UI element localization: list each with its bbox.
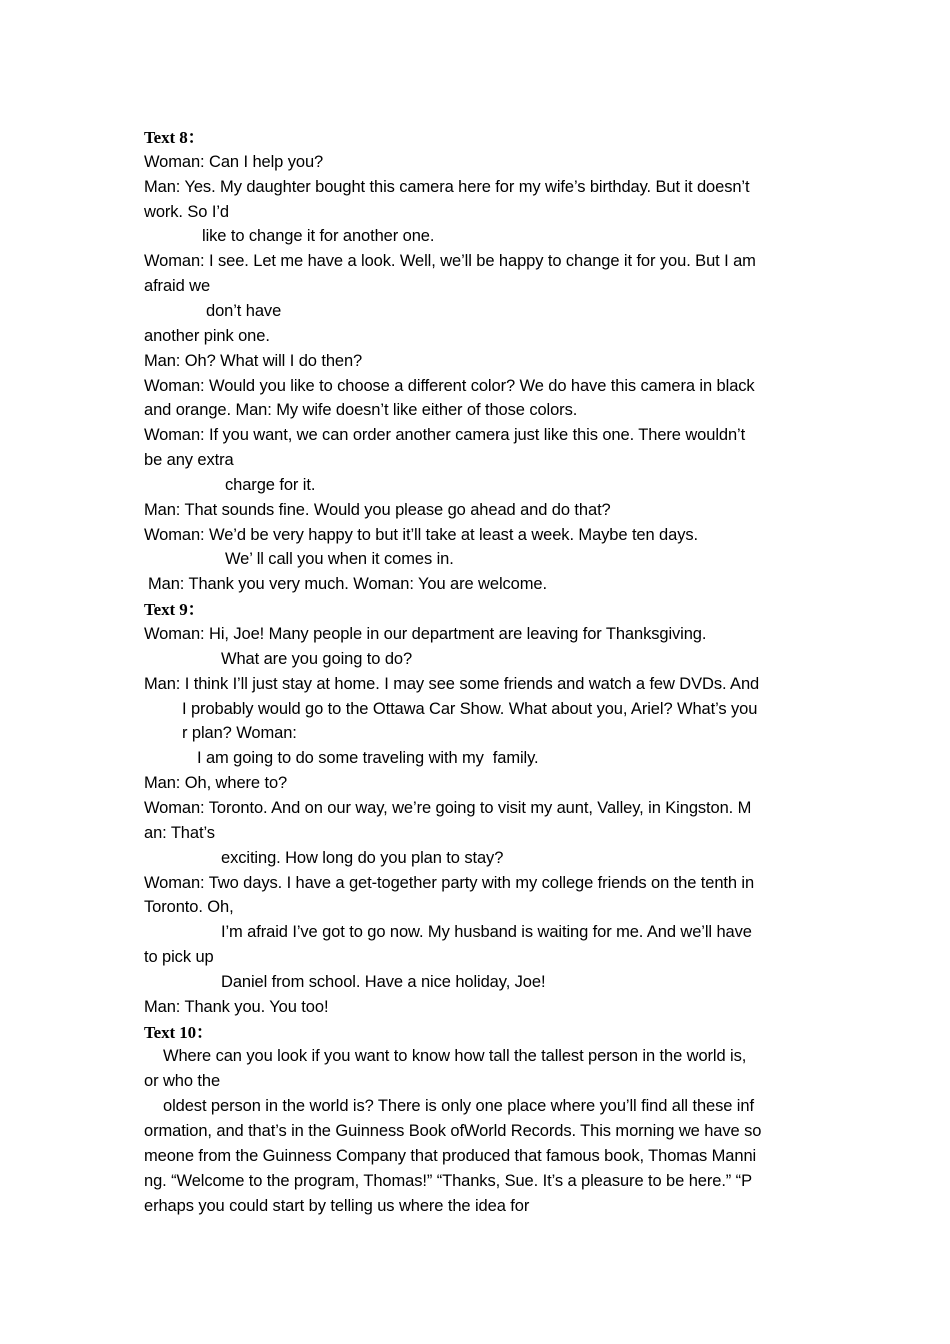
text-line: Man: I think I’ll just stay at home. I may see some friends and watch a few DVDs. And	[144, 674, 760, 693]
text-line: Man: Thank you. You too!	[144, 997, 329, 1016]
text-line: I am going to do some traveling with my family.	[197, 749, 539, 768]
text-line: Toronto. Oh,	[144, 898, 234, 917]
text-line: Man: Yes. My daughter bought this camera here for my wife’s birthday. But it doesn’t	[144, 177, 750, 196]
text-line: oldest person in the world is? There is only one place where you’ll find all these inf	[163, 1097, 754, 1116]
text-line: Man: Oh? What will I do then?	[144, 351, 363, 370]
text-line: erhaps you could start by telling us where the idea for	[144, 1196, 530, 1215]
text-line: Daniel from school. Have a nice holiday, Joe!	[221, 972, 546, 991]
text-line: Man: Oh, where to?	[144, 774, 288, 793]
text-line: ormation, and that’s in the Guinness Book ofWorld Records. This morning we have so	[144, 1122, 762, 1140]
text-line: Woman: We’d be very happy to but it’ll take at least a week. Maybe ten days.	[144, 525, 698, 544]
text-line: like to change it for another one.	[202, 227, 435, 246]
text-line: ng. “Welcome to the program, Thomas!” “Thanks, Sue. It’s a pleasure to be here.” “P	[144, 1171, 752, 1190]
text-line: What are you going to do?	[221, 649, 413, 668]
text-line: don’t have	[206, 301, 282, 320]
text-line: be any extra	[144, 451, 234, 470]
text-line: r plan? Woman:	[182, 724, 297, 743]
text-line: or who the	[144, 1072, 221, 1091]
text-line: an: That’s	[144, 823, 215, 842]
text-line: exciting. How long do you plan to stay?	[221, 848, 504, 867]
text-line: I probably would go to the Ottawa Car Show. What about you, Ariel? What’s you	[182, 699, 758, 718]
section-heading: Text 10：	[144, 1022, 213, 1042]
section-heading: Text 8：	[144, 128, 205, 147]
text-line: Woman: I see. Let me have a look. Well, we’ll be happy to change it for you. But I am	[144, 252, 756, 271]
text-line: afraid we	[144, 277, 211, 296]
text-line: Man: That sounds fine. Would you please go ahead and do that?	[144, 500, 611, 519]
text-line: Woman: Would you like to choose a different color? We do have this camera in black	[144, 376, 755, 395]
text-line: Where can you look if you want to know how tall the tallest person in the world is,	[163, 1047, 747, 1066]
text-line: Woman: Two days. I have a get-together party with my college friends on the tenth in	[144, 873, 755, 892]
text-line: I’m afraid I’ve got to go now. My husband is waiting for me. And we’ll have	[221, 923, 752, 942]
text-line: Man: Thank you very much. Woman: You are welcome.	[148, 575, 547, 594]
text-line: work. So I’d	[144, 202, 229, 221]
text-line: Woman: Toronto. And on our way, we’re going to visit my aunt, Valley, in Kingston. M	[144, 798, 752, 817]
text-line: meone from the Guinness Company that produced that famous book, Thomas Manni	[144, 1146, 757, 1165]
text-line: to pick up	[144, 948, 214, 967]
section-heading: Text 9：	[144, 600, 205, 620]
text-line: and orange. Man: My wife doesn’t like either of those colors.	[144, 401, 578, 420]
text-line: We’ ll call you when it comes in.	[225, 550, 454, 569]
text-line: charge for it.	[225, 475, 316, 494]
text-line: another pink one.	[144, 326, 270, 345]
text-line: Woman: Can I help you?	[144, 152, 324, 171]
text-line: Woman: If you want, we can order another camera just like this one. There wouldn’t	[144, 426, 746, 445]
text-line: Woman: Hi, Joe! Many people in our department are leaving for Thanksgiving.	[144, 625, 707, 643]
